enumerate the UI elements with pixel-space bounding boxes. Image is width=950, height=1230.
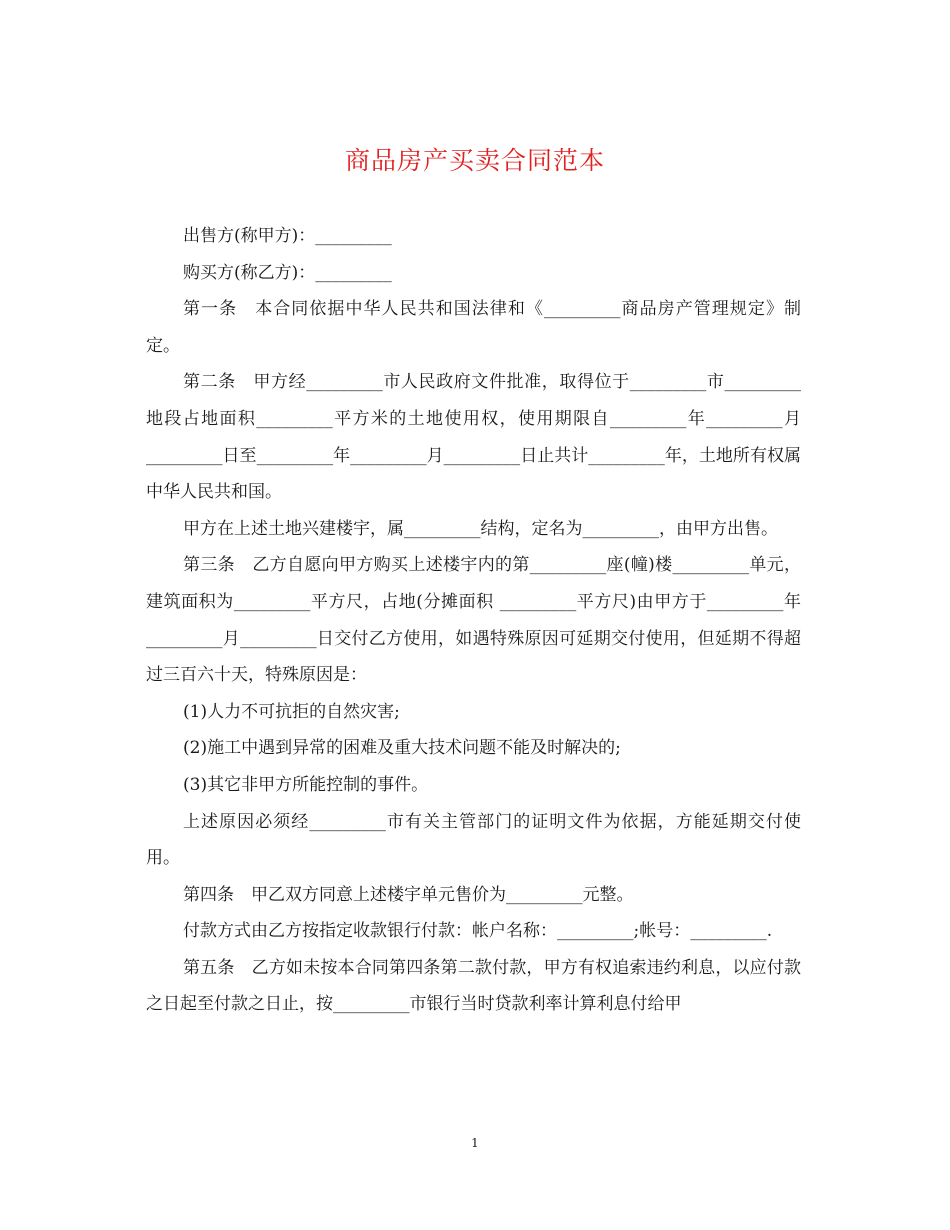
reason-1: (1)人力不可抗拒的自然灾害;	[183, 701, 400, 722]
reason-2: (2)施工中遇到异常的困难及重大技术问题不能及时解决的;	[183, 738, 621, 759]
party-b-line: 购买方(称乙方)：_________	[183, 262, 392, 283]
reasons-proof: 上述原因必须经_________市有关主管部门的证明文件为依据，方能延期交付使用。	[146, 811, 801, 869]
article-2-building: 甲方在上述土地兴建楼宇，属_________结构，定名为_________，由甲方出售。	[183, 518, 778, 539]
payment-method: 付款方式由乙方按指定收款银行付款：帐户名称：_________;帐号：_________.	[183, 921, 773, 942]
article-5: 第五条 乙方如未按本合同第四条第二款付款，甲方有权追索违约利息，以应付款之日起至付款之日止，按_________市银行当时贷款利率计算利息付给甲	[146, 957, 801, 1015]
article-2: 第二条 甲方经_________市人民政府文件批准，取得位于_________市_________地段占地面积_________平方米的土地使用权，使用期限自_________年_________月_________日至_________年_________月_________日止共计_________年，土地所有权属中华人民共和国。	[146, 372, 801, 503]
document-title: 商品房产买卖合同范本	[344, 146, 605, 175]
page-number: 1	[471, 1136, 479, 1150]
article-3: 第三条 乙方自愿向甲方购买上述楼宇内的第_________座(幢)楼_________单元，建筑面积为_________平方尺，占地(分摊面积 _________平方尺)由甲方于_________年_________月_________日交付乙方使用，如遇特殊原因可延期交付使用，但延期不得超过三百六十天，特殊原因是：	[146, 555, 801, 686]
document-body	[146, 218, 801, 1023]
article-4: 第四条 甲乙双方同意上述楼宇单元售价为_________元整。	[183, 884, 634, 905]
reason-3: (3)其它非甲方所能控制的事件。	[183, 774, 429, 795]
article-1: 第一条 本合同依据中华人民共和国法律和《_________商品房产管理规定》制定。	[146, 299, 801, 356]
party-a-line: 出售方(称甲方)：_________	[183, 226, 392, 246]
